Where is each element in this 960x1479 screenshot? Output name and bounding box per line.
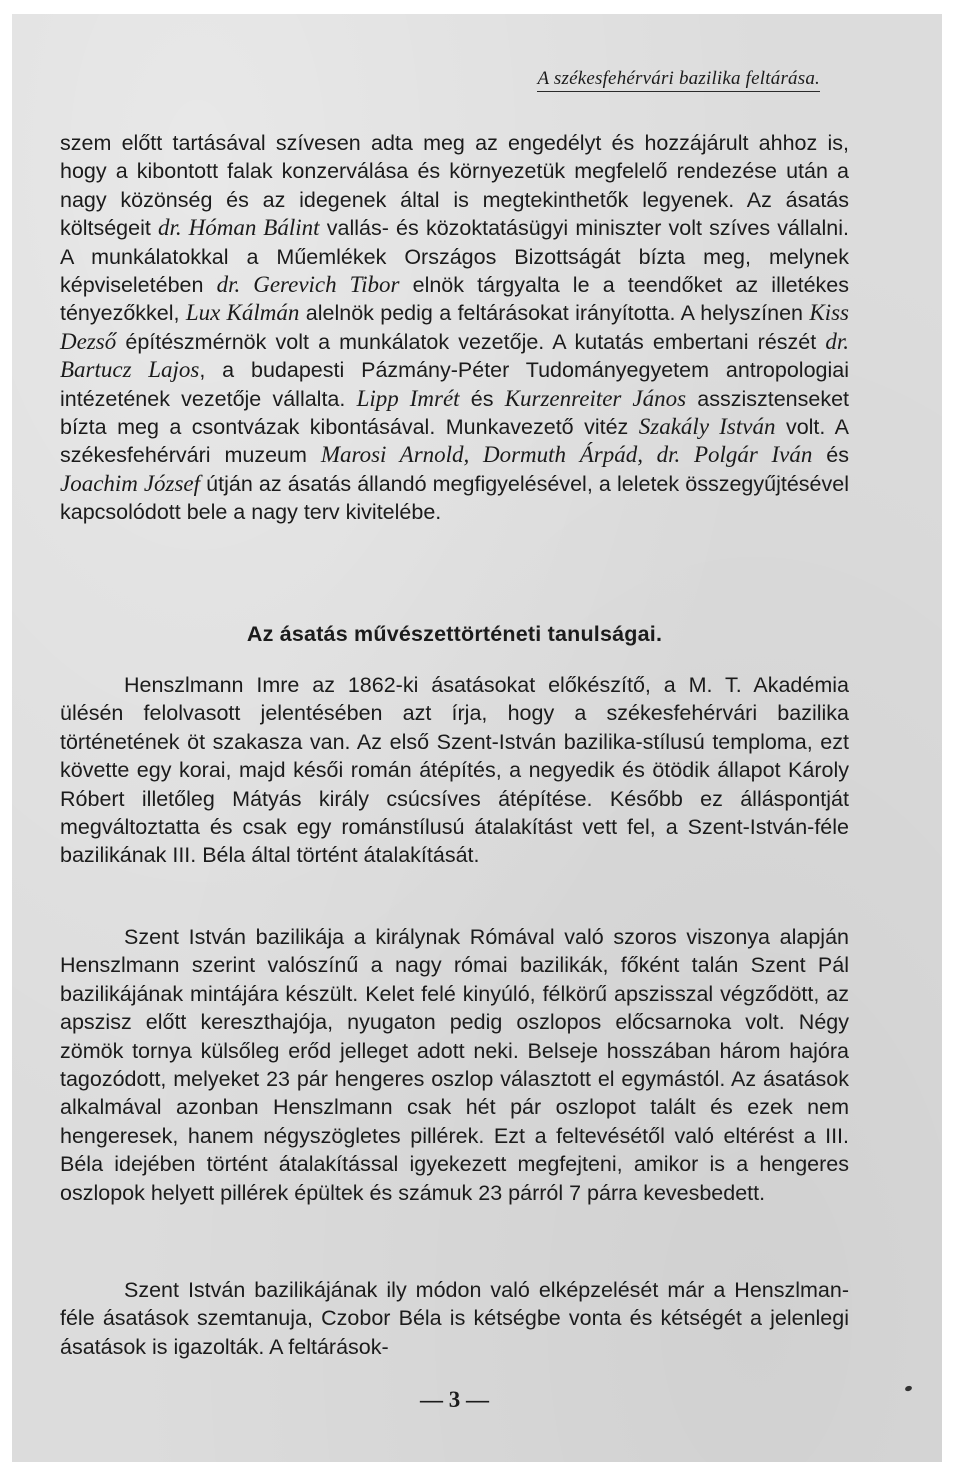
ink-speck-mark	[904, 1385, 912, 1392]
paragraph-4: Szent István bazilikájának ily módon való elképzelését már a Henszlman-féle ásatások szemtanuja, Czobor Béla is kétségbe vonta és kétségét a jelenlegi ásatások is igazolták. A feltárások-	[60, 1278, 849, 1359]
text-run: vallás- és közoktatásügyi miniszter volt szíves vállalni. A munkálatokkal a Műemlékek Országos Bizottságát bízta meg, melynek képviseletében	[60, 216, 849, 298]
person-name: Marosi Arnold, Dormuth Árpád, dr. Polgár Iván	[320, 442, 813, 468]
text-run: szem előtt tartásával szívesen adta meg az engedélyt és hozzájárult ahhoz is, hogy a kibontott falak konzerválása és környezetük megfelelő rendezése után a nagy közönség és az idegenek által is megtekinthetők legyenek. Az ásatás költségeit	[60, 131, 849, 241]
person-name: Lux Kálmán	[185, 300, 300, 326]
person-name: Lipp Imrét	[356, 385, 460, 411]
text-run: elnök tárgyalta le a teendőket az illetékes tényezőkkel,	[60, 273, 849, 326]
person-name: Szakály István	[638, 414, 776, 440]
text-run: asszisztenseket bízta meg a csontvázak kibontásával. Munkavezető vitéz	[60, 386, 849, 440]
section-heading: Az ásatás művészettörténeti tanulságai.	[246, 622, 663, 646]
page-number: — 3 —	[420, 1387, 489, 1412]
scanned-page	[12, 14, 942, 1462]
text-run: alelnök pedig a feltárásokat irányította. A helyszínen	[299, 301, 810, 326]
text-run: és	[812, 443, 850, 468]
person-name: Kiss Dezső	[60, 300, 850, 354]
text-run: , a budapesti Pázmány-Péter Tudományegyetem antropologiai intézetének vezetője vállalta.	[60, 358, 849, 411]
person-name: Kurzenreiter János	[504, 385, 687, 411]
paragraph-1	[60, 129, 849, 527]
text-run: és	[459, 386, 505, 411]
person-name: dr. Gerevich Tibor	[216, 272, 400, 298]
text-run: volt. A székesfehérvári muzeum	[60, 415, 849, 468]
running-head-title: A székesfehérvári bazilika feltárása.	[537, 68, 820, 92]
text-run: útján az ásatás állandó megfigyelésével, a leletek összegyűjtésével kapcsolódott bele a nagy terv kivitelébe.	[60, 471, 849, 525]
person-name: Joachim József	[60, 470, 201, 496]
person-name: dr. Bartucz Lajos	[60, 328, 849, 383]
paragraph-3: Szent István bazilikája a királynak Rómával való szoros viszonya alapján Henszlmann szerint valószínű a nagy római bazilikák, főként talán Szent Pál bazilikájának mintájára készült. Kelet felé kinyúló, félkörű apszisszal végződött, az apszisz előtt kereszthajója, nyugaton pedig oszlopos előcsarnoka volt. Négy zömök tornya külsőleg erőd jelleget adott neki. Belseje hosszában három hajóra tagozódott, melyeket 23 pár hengeres oszlop választott el egymástól. Az ásatások alkalmával azonban Henszlmann csak hét pár oszlopot talált és ezek nem hengeresek, hanem négyszögletes pillérek. Ezt a feltevésétől való eltérést a III. Béla idejében történt átalakítással igyekezett megfejteni, amikor is a hengeres oszlopok helyett pillérek épültek és számuk 23 párról 7 párra kevesbedett.	[60, 925, 849, 1205]
text-run: építészmérnök volt a munkálatok vezetője. A kutatás embertani részét	[116, 329, 826, 354]
person-name: dr. Hóman Bálint	[158, 215, 320, 241]
paragraph-2: Henszlmann Imre az 1862-ki ásatásokat előkészítő, a M. T. Akadémia ülésén felolvasott jelentésében azt írja, hogy a székesfehérvári bazilika történetének öt szakasza van. Az első Szent-István bazilika-stílusú temploma, ezt követte egy korai, majd késői román átépítés, a negyedik és ötödik állapot Károly Róbert illetőleg Mátyás király csúcsíves átépítése. Később ez álláspontját megváltoztatta és csak egy románstílusú átalakítást vett fel, a Szent-István-féle bazilikának III. Béla által történt átalakítását.	[60, 673, 849, 868]
